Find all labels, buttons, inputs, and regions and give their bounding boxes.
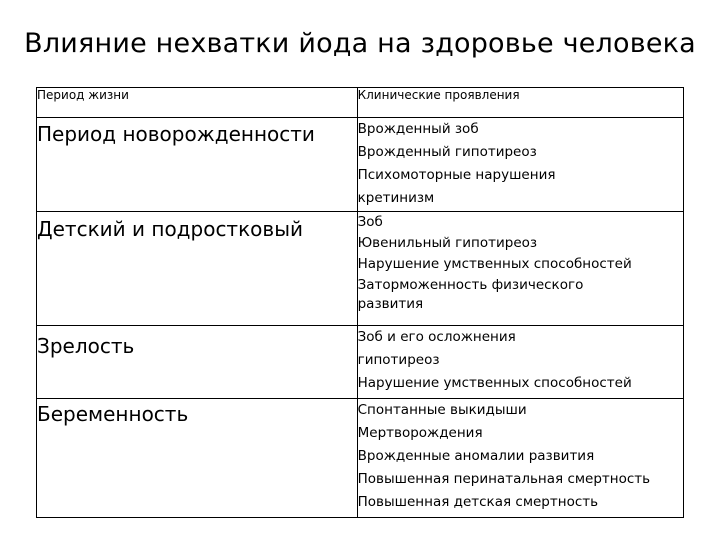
column-header-manifestations: Клинические проявления bbox=[357, 88, 683, 118]
manifestation-item: Ювенильный гипотиреоз bbox=[357, 235, 538, 251]
manifestations-cell bbox=[357, 326, 683, 399]
period-cell: Зрелость bbox=[37, 326, 358, 399]
manifestation-item: Врожденный зоб bbox=[357, 121, 479, 137]
column-header-period: Период жизни bbox=[37, 88, 358, 118]
manifestation-item: Спонтанные выкидыши bbox=[357, 402, 527, 418]
manifestations-cell bbox=[357, 118, 683, 212]
table-row bbox=[37, 118, 684, 212]
table-row bbox=[37, 399, 684, 518]
page-title: Влияние нехватки йода на здоровье человека bbox=[24, 28, 696, 59]
manifestation-item: кретинизм bbox=[357, 190, 435, 206]
period-cell: Период новорожденности bbox=[37, 118, 358, 212]
manifestation-item: Психомоторные нарушения bbox=[357, 167, 556, 183]
manifestation-item: Зоб bbox=[357, 214, 383, 230]
period-cell: Детский и подростковый bbox=[37, 212, 358, 326]
manifestation-item: гипотиреоз bbox=[357, 352, 440, 368]
manifestations-cell bbox=[357, 399, 683, 518]
manifestations-cell bbox=[357, 212, 683, 326]
period-cell: Беременность bbox=[37, 399, 358, 518]
table-header-row bbox=[37, 88, 684, 118]
manifestation-item: Повышенная перинатальная смертность bbox=[357, 471, 651, 487]
iodine-deficiency-table bbox=[36, 87, 684, 518]
manifestation-item: Зоб и его осложнения bbox=[357, 329, 516, 345]
manifestation-item: Заторможенность физического bbox=[357, 277, 584, 293]
manifestation-item: Нарушение умственных способностей bbox=[357, 256, 632, 272]
manifestation-item: Повышенная детская смертность bbox=[357, 494, 599, 510]
manifestation-item: Нарушение умственных способностей bbox=[357, 375, 632, 391]
table-row bbox=[37, 326, 684, 399]
table-row bbox=[37, 212, 684, 326]
manifestation-item: Врожденный гипотиреоз bbox=[357, 144, 537, 160]
manifestation-item: развития bbox=[357, 296, 424, 312]
manifestation-item: Мертворождения bbox=[357, 425, 483, 441]
manifestation-item: Врожденные аномалии развития bbox=[357, 448, 595, 464]
